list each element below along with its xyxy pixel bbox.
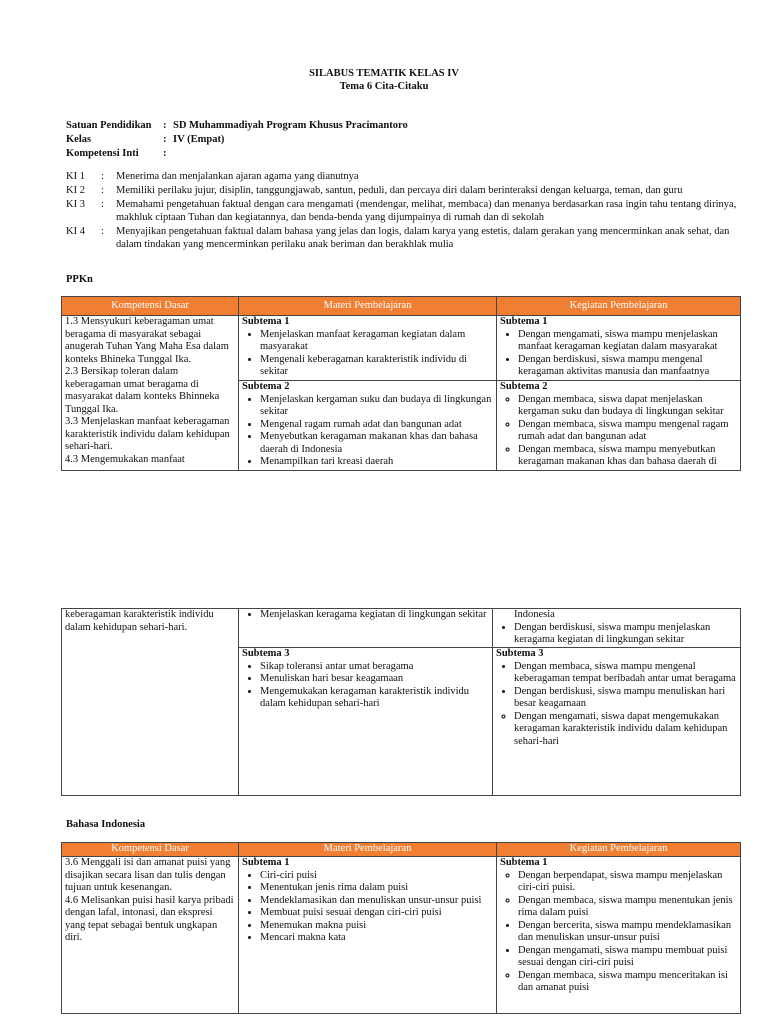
materi-subtema-1	[242, 316, 493, 380]
ppkn-table	[61, 296, 741, 471]
list-item: • Dengan bercerita, siswa mampu mendeklamasikan dan menuliskan unsur-unsur puisi	[518, 920, 737, 945]
column-header-kegiatan: Kegiatan Pembelajaran	[497, 843, 741, 857]
list-item: • Menuliskan hari besar keagamaan	[260, 673, 489, 686]
list-item: • Dengan mengamati, siswa mampu menjelaskan manfaat keragaman kegiatan dalam masyarakat	[518, 329, 737, 354]
list-item: • Menjelaskan keragama kegiatan di lingkungan sekitar	[260, 609, 489, 622]
list-item: ◦ Dengan membaca, siswa mampu menceritakan isi dan amanat puisi	[518, 970, 737, 995]
kegiatan-subtema-3	[493, 647, 740, 795]
meta-value: IV (Empat)	[173, 134, 225, 145]
meta-separator: :	[163, 120, 167, 131]
bahasa-indonesia-table	[61, 842, 741, 1014]
column-header-materi: Materi Pembelajaran	[239, 843, 497, 857]
kegiatan-cell	[497, 316, 741, 471]
column-header-materi: Materi Pembelajaran	[239, 297, 497, 316]
meta-label: Kompetensi Inti	[66, 148, 139, 159]
ki-code: KI 2	[66, 185, 85, 196]
ki-separator: :	[101, 171, 104, 182]
list-item: ◦ Dengan berpendapat, siswa mampu menjelaskan ciri-ciri puisi.	[518, 870, 737, 895]
subtema-title: Subtema 2	[500, 381, 548, 392]
list-item: • Menampilkan tari kreasi daerah	[260, 456, 493, 469]
meta-label: Satuan Pendidikan	[66, 120, 152, 131]
kd-text: 3.6 Menggali isi dan amanat puisi yang disajikan secara lisan dan tulis dengan tujuan untuk kesenangan. 4.6 Melisankan puisi hasil karya pribadi dengan lafal, intonasi, dan ekspresi yang tepat sebagai bentuk ungkapan diri.	[65, 857, 234, 943]
subtema-title: Subtema 1	[242, 857, 290, 868]
ki-separator: :	[101, 226, 104, 237]
list-item: • Menjelaskan kergaman suku dan budaya di lingkungan sekitar	[260, 394, 493, 419]
materi-subtema-3	[239, 647, 492, 795]
kegiatan-continued	[496, 609, 737, 647]
list-item: • Dengan berdiskusi, siswa mampu menjelaskan keragama kegiatan di lingkungan sekitar	[514, 622, 737, 647]
subject-heading-bahasa-indonesia: Bahasa Indonesia	[66, 819, 146, 830]
ki-text: Menyajikan pengetahuan faktual dalam bahasa yang jelas dan logis, dalam karya yang estetis, dalam gerakan yang mencerminkan anak sehat, dan dalam tindakan yang mencerminkan perilaku anak beriman dan berakhlak mulia	[116, 226, 730, 250]
ki-text: Menerima dan menjalankan ajaran agama yang dianutnya	[116, 171, 359, 182]
list-item: ◦ Dengan membaca, siswa mampu menentukan jenis rima dalam puisi	[518, 895, 737, 920]
list-item: • Mengemukakan keragaman karakteristik individu dalam kehidupan sehari-hari	[260, 686, 489, 711]
materi-continued	[242, 609, 489, 647]
continued-text: Indonesia	[514, 609, 555, 620]
materi-cell	[239, 609, 493, 796]
list-item: • Dengan berdiskusi, siswa mampu menuliskan hari besar keagamaan	[514, 686, 737, 711]
list-item: ◦ Dengan membaca, siswa dapat menjelaskan kergaman suku dan budaya di lingkungan sekitar	[518, 394, 737, 419]
meta-row	[66, 119, 408, 133]
ki-code: KI 1	[66, 171, 85, 182]
list-item: • Mengenali keberagaman karakteristik individu di sekitar	[260, 354, 493, 379]
list-item: • Menjelaskan manfaat keragaman kegiatan dalam masyarakat	[260, 329, 493, 354]
kegiatan-cell	[497, 857, 741, 1014]
kd-text: 1.3 Mensyukuri keberagaman umat beragama di masyarakat sebagai anugerah Tuhan Yang Maha Esa dalam konteks Bhineka Tunggal Ika. 2.3 Bersikap toleran dalam keberagaman umat beragama di masyarakat dalam konteks Bhinneka Tunggal Ika. 3.3 Menjelaskan manfaat keberagaman karakteristik individu dalam kehidupan sehari-hari. 4.3 Mengemukakan manfaat	[65, 316, 230, 465]
ki-text: Memahami pengetahuan faktual dengan cara mengamati (mendengar, melihat, membaca) dan menanya berdasarkan rasa ingin tahu tentang dirinya, makhluk ciptaan Tuhan dan kegiatannya, dan benda-benda yang dijumpainya di rumah dan di sekolah	[116, 199, 737, 223]
materi-cell	[239, 857, 497, 1014]
subtema-title: Subtema 2	[242, 381, 290, 392]
ki-code: KI 4	[66, 226, 85, 237]
ki-item	[66, 225, 746, 251]
list-item: ◦ Dengan mengamati, siswa dapat mengemukakan keragaman karakteristik individu dalam kehidupan sehari-hari	[514, 711, 737, 749]
list-item: ◦ Dengan membaca, siswa mampu menyebutkan keragaman makanan khas dan bahasa daerah di	[518, 444, 737, 469]
kd-cell	[62, 609, 239, 796]
meta-row	[66, 133, 408, 147]
list-item: ◦ Dengan membaca, siswa mampu mengenal ragam rumah adat dan bangunan adat	[518, 419, 737, 444]
kegiatan-cell	[493, 609, 741, 796]
column-header-kd: Kompetensi Dasar	[62, 297, 239, 316]
subtema-title: Subtema 3	[496, 648, 544, 659]
meta-label: Kelas	[66, 134, 92, 145]
list-item: • Menentukan jenis rima dalam puisi	[260, 882, 493, 895]
list-item: • Menemukan makna puisi	[260, 920, 493, 933]
list-item: • Mencari makna kata	[260, 932, 493, 945]
subtema-title: Subtema 1	[242, 316, 290, 327]
list-item: • Ciri-ciri puisi	[260, 870, 493, 883]
meta-value: SD Muhammadiyah Program Khusus Pracimantoro	[173, 120, 408, 131]
kd-text: keberagaman karakteristik individu dalam kehidupan sehari-hari.	[65, 609, 214, 633]
subtema-title: Subtema 1	[500, 316, 548, 327]
kegiatan-subtema-1	[500, 857, 737, 1013]
column-header-kd: Kompetensi Dasar	[62, 843, 239, 857]
subject-heading-ppkn: PPKn	[66, 274, 93, 285]
kd-cell	[62, 316, 239, 471]
materi-subtema-1	[242, 857, 493, 1013]
ppkn-table-continued	[61, 608, 741, 796]
column-header-kegiatan: Kegiatan Pembelajaran	[497, 297, 741, 316]
kegiatan-subtema-2	[497, 380, 740, 470]
meta-separator: :	[163, 148, 167, 159]
materi-cell	[239, 316, 497, 471]
list-item: • Mendeklamasikan dan menuliskan unsur-unsur puisi	[260, 895, 493, 908]
ki-item	[66, 184, 746, 197]
ki-text: Memiliki perilaku jujur, disiplin, tanggungjawab, santun, peduli, dan percaya diri dalam berinteraksi dengan keluarga, teman, dan guru	[116, 185, 683, 196]
list-item: • Dengan berdiskusi, siswa mampu mengenal keragaman aktivitas manusia dan manfaatnya	[518, 354, 737, 379]
kegiatan-subtema-1	[500, 316, 737, 380]
ki-item	[66, 170, 746, 183]
document-subtitle: Tema 6 Cita-Citaku	[339, 81, 429, 92]
kompetensi-inti-list	[66, 170, 746, 252]
list-item: • Mengenal ragam rumah adat dan bangunan adat	[260, 419, 493, 432]
meta-row	[66, 147, 408, 161]
list-item: • Sikap toleransi antar umat beragama	[260, 661, 489, 674]
ki-item	[66, 198, 746, 224]
document-title: SILABUS TEMATIK KELAS IV	[309, 68, 459, 79]
subtema-title: Subtema 1	[500, 857, 548, 868]
meta-separator: :	[163, 134, 167, 145]
ki-separator: :	[101, 185, 104, 196]
kd-cell	[62, 857, 239, 1014]
materi-subtema-2	[239, 380, 496, 470]
list-item: • Dengan mengamati, siswa mampu membuat puisi sesuai dengan ciri-ciri puisi	[518, 945, 737, 970]
identity-block	[66, 119, 408, 161]
ki-code: KI 3	[66, 199, 85, 210]
list-item: • Dengan membaca, siswa mampu mengenal keberagaman tempat beribadah antar umat beragama	[514, 661, 737, 686]
list-item: • Menyebutkan keragaman makanan khas dan bahasa daerah di Indonesia	[260, 431, 493, 456]
ki-separator: :	[101, 199, 104, 210]
list-item: • Membuat puisi sesuai dengan ciri-ciri puisi	[260, 907, 493, 920]
subtema-title: Subtema 3	[242, 648, 290, 659]
